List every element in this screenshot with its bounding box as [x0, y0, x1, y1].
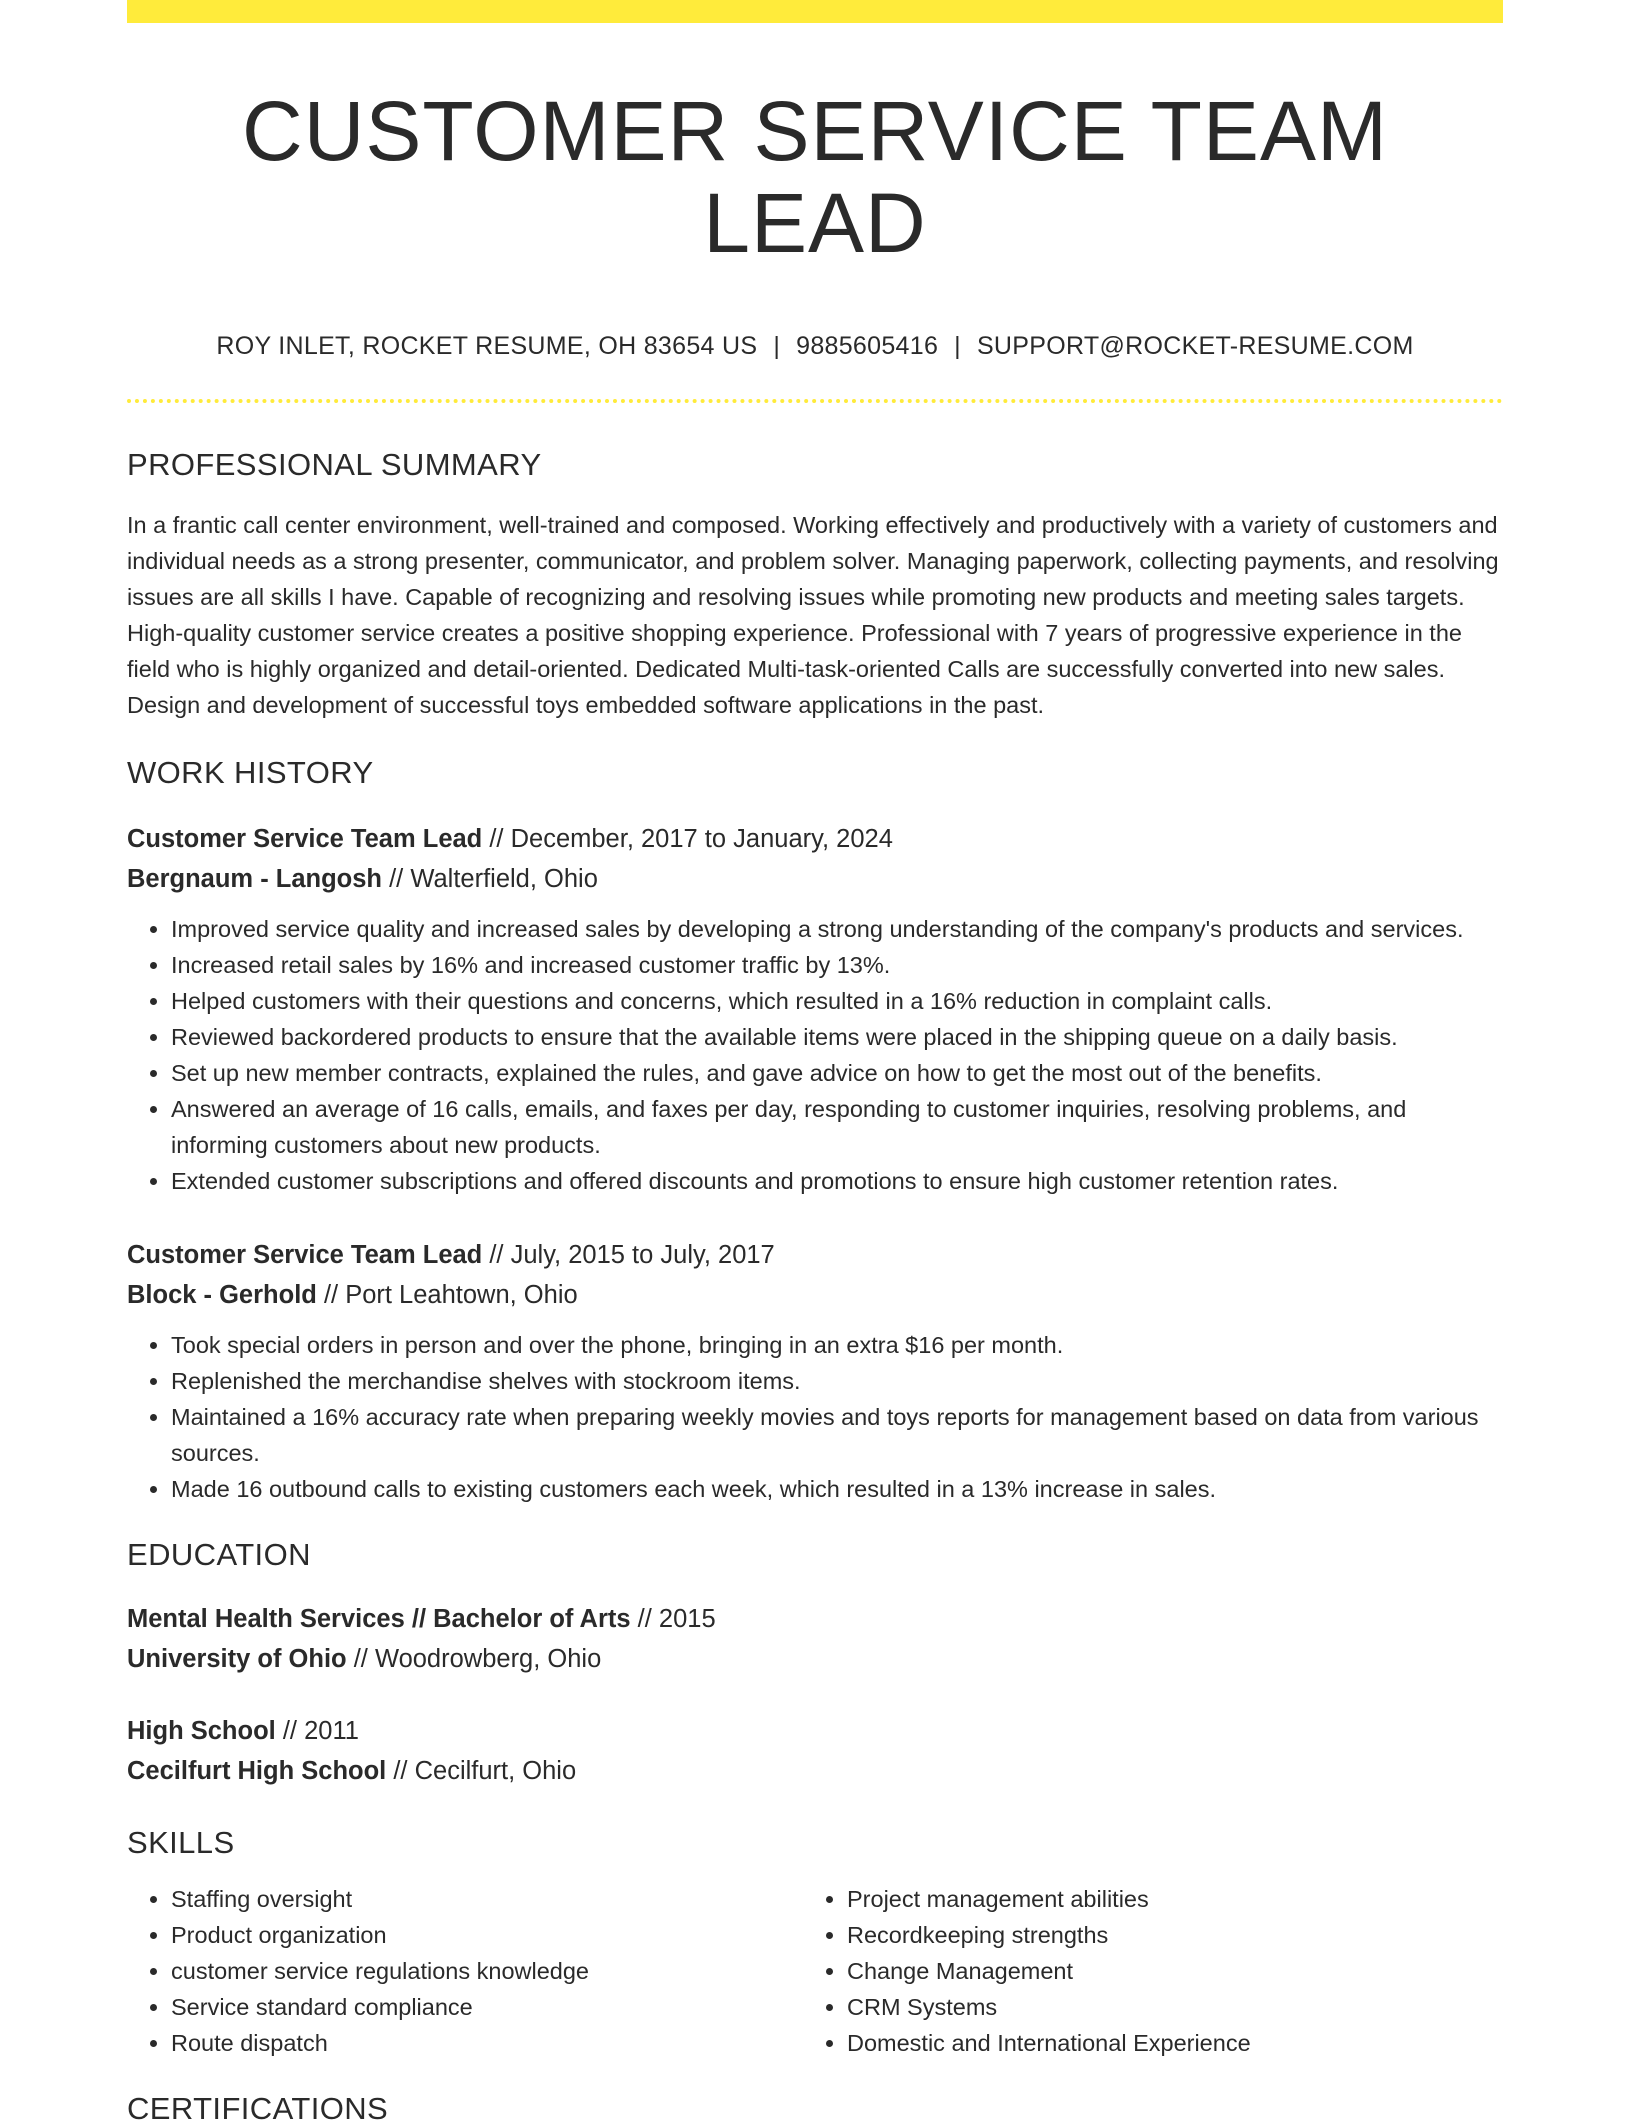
list-item: • Extended customer subscriptions and offered discounts and promotions to ensure high customer retention rates.: [171, 1163, 1503, 1199]
school-location: // Cecilfurt, Ohio: [386, 1756, 577, 1785]
job-company: Block - Gerhold: [127, 1280, 317, 1309]
work-history-heading: WORK HISTORY: [127, 754, 374, 790]
job-role: Customer Service Team Lead: [127, 1240, 483, 1269]
job-dates: // December, 2017 to January, 2024: [482, 824, 893, 853]
job-entry: [127, 1235, 1503, 1507]
degree-line: [127, 1599, 1503, 1639]
education-entry: [127, 1711, 1503, 1791]
job-title-line: [127, 1235, 1503, 1275]
degree-year: // 2015: [630, 1604, 716, 1633]
list-item: • CRM Systems: [847, 1989, 1479, 2025]
list-item: • Maintained a 16% accuracy rate when preparing weekly movies and toys reports for management based on data from various sources.: [171, 1399, 1503, 1471]
job-entry: [127, 819, 1503, 1199]
degree: Mental Health Services // Bachelor of Arts: [127, 1604, 631, 1633]
list-item: • Took special orders in person and over the phone, bringing in an extra $16 per month.: [171, 1327, 1503, 1363]
summary-heading: PROFESSIONAL SUMMARY: [127, 446, 542, 482]
job-role: Customer Service Team Lead: [127, 824, 483, 853]
list-item: • Recordkeeping strengths: [847, 1917, 1479, 1953]
job-dates: // July, 2015 to July, 2017: [482, 1240, 775, 1269]
certifications-heading: CERTIFICATIONS: [127, 2090, 389, 2126]
job-bullets: [127, 911, 1503, 1199]
list-item: • Set up new member contracts, explained the rules, and gave advice on how to get the most out of the benefits.: [171, 1055, 1503, 1091]
job-company: Bergnaum - Langosh: [127, 864, 383, 893]
school-location: // Woodrowberg, Ohio: [346, 1644, 602, 1673]
school: University of Ohio: [127, 1644, 347, 1673]
contact-address: ROY INLET, ROCKET RESUME, OH 83654 US: [216, 331, 758, 360]
list-item: • Domestic and International Experience: [847, 2025, 1479, 2061]
list-item: • Reviewed backordered products to ensure that the available items were placed in the shipping queue on a daily basis.: [171, 1019, 1503, 1055]
contact-separator: |: [773, 331, 781, 360]
summary-text: In a frantic call center environment, well-trained and composed. Working effectively and productively with a variety of customers and individual needs as a strong presenter, communicator, and problem solver. Managing paperwork, collecting payments, and resolving issues are all skills I have. Capable of recognizing and resolving issues while promoting new products and meeting sales targets. High-quality customer service creates a positive shopping experience. Professional with 7 years of progressive experience in the field who is highly organized and detail-oriented. Dedicated Multi-task-oriented Calls are successfully converted into new sales. Design and development of successful toys embedded software applications in the past.: [127, 511, 1499, 718]
degree: High School: [127, 1716, 276, 1745]
job-title-line: [127, 819, 1503, 859]
list-item: • Staffing oversight: [171, 1881, 803, 1917]
skills-columns: [127, 1881, 1503, 2061]
contact-separator: |: [954, 331, 961, 360]
school: Cecilfurt High School: [127, 1756, 387, 1785]
contact-email: SUPPORT@ROCKET-RESUME.COM: [976, 331, 1414, 360]
accent-bar: [127, 0, 1503, 23]
list-item: • Service standard compliance: [171, 1989, 803, 2025]
list-item: • Project management abilities: [847, 1881, 1479, 1917]
list-item: • Helped customers with their questions and concerns, which resulted in a 16% reduction in complaint calls.: [171, 983, 1503, 1019]
education-heading: EDUCATION: [127, 1536, 311, 1572]
list-item: • customer service regulations knowledge: [171, 1953, 803, 1989]
job-location: // Walterfield, Ohio: [382, 864, 598, 893]
skills-right-list: [803, 1881, 1479, 2061]
degree-year: // 2011: [275, 1716, 359, 1745]
job-bullets: [127, 1327, 1503, 1507]
resume-title: CUSTOMER SERVICE TEAM LEAD: [242, 84, 1388, 271]
job-location: // Port Leahtown, Ohio: [316, 1280, 578, 1309]
list-item: • Improved service quality and increased sales by developing a strong understanding of the company's products and services.: [171, 911, 1503, 947]
list-item: • Answered an average of 16 calls, emails, and faxes per day, responding to customer inquiries, resolving problems, and informing customers about new products.: [171, 1091, 1503, 1163]
education-entry: [127, 1599, 1503, 1679]
list-item: • Product organization: [171, 1917, 803, 1953]
contact-phone: 9885605416: [796, 331, 939, 360]
list-item: • Route dispatch: [171, 2025, 803, 2061]
list-item: • Made 16 outbound calls to existing customers each week, which resulted in a 13% increase in sales.: [171, 1471, 1503, 1507]
dotted-divider: [127, 399, 1503, 403]
skills-heading: SKILLS: [127, 1824, 235, 1860]
contact-line: [127, 332, 1503, 361]
job-company-line: [127, 859, 1503, 899]
list-item: • Replenished the merchandise shelves with stockroom items.: [171, 1363, 1503, 1399]
school-line: [127, 1639, 1503, 1679]
list-item: • Change Management: [847, 1953, 1479, 1989]
school-line: [127, 1751, 1503, 1791]
job-company-line: [127, 1275, 1503, 1315]
skills-left-list: [127, 1881, 803, 2061]
degree-line: [127, 1711, 1503, 1751]
list-item: • Increased retail sales by 16% and increased customer traffic by 13%.: [171, 947, 1503, 983]
resume-page: [127, 0, 1503, 2127]
